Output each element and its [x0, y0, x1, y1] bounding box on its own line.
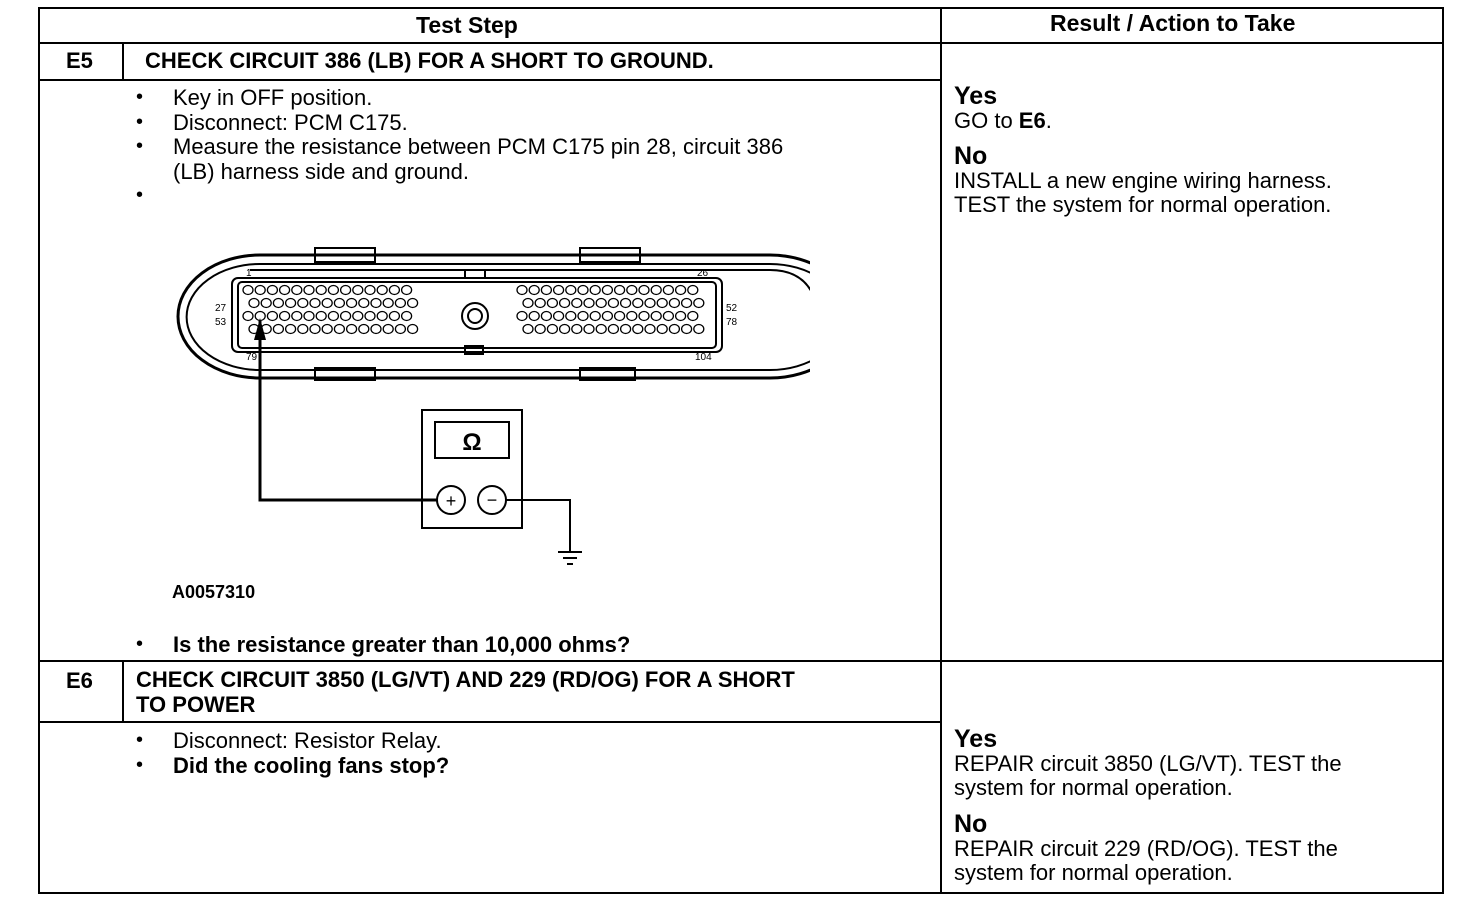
pin-cavity: [554, 312, 564, 321]
bullet-icon: •: [136, 111, 144, 133]
pin-cavity: [286, 325, 296, 334]
pin-cavity: [645, 325, 655, 334]
pin-cavity: [304, 312, 314, 321]
pin-cavity: [590, 312, 600, 321]
header-result-action: Result / Action to Take: [1050, 10, 1296, 36]
pin-cavity: [694, 325, 704, 334]
pin-cavity: [688, 286, 698, 295]
e6-no-text-1: REPAIR circuit 229 (RD/OG). TEST the: [954, 836, 1338, 861]
e5-bullet-3: Measure the resistance between PCM C175 pin 28, circuit 386: [173, 134, 784, 159]
pin-cavity: [578, 312, 588, 321]
pcm-connector-diagram: [170, 240, 810, 620]
pin-cavity: [273, 299, 283, 308]
pin-cavity: [261, 299, 271, 308]
pin-cavity: [359, 299, 369, 308]
pin-cavity: [572, 325, 582, 334]
pin-cavity: [383, 325, 393, 334]
pin-cavity: [547, 325, 557, 334]
pin-cavity: [408, 325, 418, 334]
plus-terminal-icon: +: [445, 491, 457, 511]
pin-cavity: [347, 325, 357, 334]
e6-yes-label: Yes: [954, 725, 998, 753]
pin-cavity: [529, 286, 539, 295]
e5-question: Is the resistance greater than 10,000 ohms?: [173, 632, 631, 657]
pin-cavity: [310, 325, 320, 334]
pin-cavity: [280, 286, 290, 295]
column-divider: [940, 7, 942, 894]
pin-label-104: 104: [695, 352, 712, 363]
pin-cavity: [273, 325, 283, 334]
pin-cavity: [395, 299, 405, 308]
pin-cavity: [365, 312, 375, 321]
pin-cavity: [608, 325, 618, 334]
minus-terminal-icon: −: [486, 490, 498, 510]
pin-cavity: [243, 312, 253, 321]
pin-cavity: [310, 299, 320, 308]
bullet-icon: •: [136, 135, 144, 157]
pin-cavity: [541, 286, 551, 295]
bullet-icon: •: [136, 86, 144, 108]
pin-cavity: [535, 299, 545, 308]
pin-cavity: [572, 299, 582, 308]
pin-cavity: [353, 286, 363, 295]
header-divider: [38, 42, 1444, 44]
pin-cavity: [627, 312, 637, 321]
pin-cavity: [615, 312, 625, 321]
pin-cavity: [657, 299, 667, 308]
e5-yes-prefix: GO to: [954, 108, 1019, 133]
pin-cavity: [639, 312, 649, 321]
pin-cavity: [547, 299, 557, 308]
pin-cavity: [676, 286, 686, 295]
pin-label-1: 1: [246, 268, 252, 279]
pin-cavity: [566, 312, 576, 321]
pin-cavity: [523, 325, 533, 334]
e6-title-divider: [38, 721, 942, 723]
pin-cavity: [584, 325, 594, 334]
pin-cavity: [688, 312, 698, 321]
pin-label-78: 78: [726, 317, 738, 328]
pin-cavity: [365, 286, 375, 295]
pin-cavity: [408, 299, 418, 308]
e6-yes-text-2: system for normal operation.: [954, 775, 1233, 800]
e5-no-text-1: INSTALL a new engine wiring harness.: [954, 168, 1332, 193]
pin-cavity: [554, 286, 564, 295]
e5-no-label: No: [954, 142, 988, 170]
e5-step-id: E5: [66, 48, 93, 73]
pin-cavity: [334, 299, 344, 308]
pin-cavity: [334, 325, 344, 334]
e5-yes-label: Yes: [954, 82, 998, 110]
pin-cavity: [578, 286, 588, 295]
pin-cavity: [663, 312, 673, 321]
pin-cavity: [322, 325, 332, 334]
pin-cavity: [377, 312, 387, 321]
pin-cavity: [541, 312, 551, 321]
pin-cavity: [535, 325, 545, 334]
pin-cavity: [590, 286, 600, 295]
e6-question: Did the cooling fans stop?: [173, 753, 450, 778]
pin-label-27: 27: [215, 303, 227, 314]
pin-cavity: [602, 312, 612, 321]
pin-cavity: [633, 325, 643, 334]
bullet-icon: •: [136, 633, 144, 655]
pin-cavity: [517, 286, 527, 295]
e5-id-divider: [122, 42, 124, 80]
pin-cavity: [596, 325, 606, 334]
bullet-icon: •: [136, 754, 144, 776]
pin-cavity: [377, 286, 387, 295]
pin-cavity: [602, 286, 612, 295]
e6-step-id: E6: [66, 668, 93, 693]
pin-cavity: [529, 312, 539, 321]
pin-cavity: [627, 286, 637, 295]
pin-cavity: [371, 299, 381, 308]
pin-cavity: [669, 299, 679, 308]
pin-cavity: [255, 286, 265, 295]
pin-cavity: [402, 312, 412, 321]
pin-cavity: [359, 325, 369, 334]
e5-yes-suffix: .: [1045, 108, 1052, 133]
pin-cavity: [298, 325, 308, 334]
e5-yes-text: [954, 108, 1052, 133]
pin-cavity: [389, 312, 399, 321]
e6-divider: [38, 660, 1444, 662]
pin-cavity: [621, 299, 631, 308]
e6-id-divider: [122, 660, 124, 723]
e5-no-text-2: TEST the system for normal operation.: [954, 192, 1332, 217]
ohm-icon: Ω: [462, 429, 482, 456]
pin-cavity: [298, 299, 308, 308]
pin-cavity: [249, 299, 259, 308]
pin-cavity: [341, 312, 351, 321]
figure-code: A0057310: [172, 582, 256, 602]
pin-cavity: [682, 299, 692, 308]
e5-bullet-3-cont: (LB) harness side and ground.: [173, 159, 469, 184]
e6-no-label: No: [954, 810, 988, 838]
pin-cavity: [608, 299, 618, 308]
pin-cavity: [286, 299, 296, 308]
pin-cavity: [633, 299, 643, 308]
pin-cavity: [651, 286, 661, 295]
pin-cavity: [395, 325, 405, 334]
pin-cavity: [383, 299, 393, 308]
pin-cavity: [560, 299, 570, 308]
pin-cavity: [389, 286, 399, 295]
pin-label-26: 26: [697, 268, 709, 279]
pin-cavity: [243, 286, 253, 295]
e5-bullet-2: Disconnect: PCM C175.: [173, 110, 408, 135]
pin-cavity: [566, 286, 576, 295]
pin-label-52: 52: [726, 303, 738, 314]
e6-bullet-1: Disconnect: Resistor Relay.: [173, 728, 442, 753]
pin-cavity: [322, 299, 332, 308]
pin-cavity: [560, 325, 570, 334]
pin-cavity: [292, 312, 302, 321]
pin-cavity: [347, 299, 357, 308]
pin-label-53: 53: [215, 317, 227, 328]
pin-cavity: [280, 312, 290, 321]
e6-yes-text-1: REPAIR circuit 3850 (LG/VT). TEST the: [954, 751, 1342, 776]
pin-cavity: [639, 286, 649, 295]
pin-cavity: [304, 286, 314, 295]
pin-cavity: [402, 286, 412, 295]
pin-cavity: [676, 312, 686, 321]
pin-cavity: [645, 299, 655, 308]
e6-title-1: CHECK CIRCUIT 3850 (LG/VT) AND 229 (RD/OG) FOR A SHORT: [136, 667, 795, 692]
pin-cavity: [651, 312, 661, 321]
pin-cavity: [663, 286, 673, 295]
pin-cavity: [621, 325, 631, 334]
e5-title: CHECK CIRCUIT 386 (LB) FOR A SHORT TO GROUND.: [145, 48, 714, 73]
pin-cavity: [682, 325, 692, 334]
e6-no-text-2: system for normal operation.: [954, 860, 1233, 885]
e5-yes-link: E6: [1018, 108, 1046, 133]
bullet-icon: •: [136, 184, 144, 206]
pin-cavity: [328, 312, 338, 321]
pin-cavity: [328, 286, 338, 295]
e5-bullet-1: Key in OFF position.: [173, 85, 373, 110]
e5-title-divider: [38, 79, 942, 81]
pin-cavity: [596, 299, 606, 308]
pin-cavity: [267, 286, 277, 295]
pin-cavity: [517, 312, 527, 321]
pin-label-79: 79: [246, 352, 258, 363]
pin-cavity: [615, 286, 625, 295]
e6-title-2: TO POWER: [136, 692, 256, 717]
pin-cavity: [657, 325, 667, 334]
pin-cavity: [694, 299, 704, 308]
pin-cavity: [353, 312, 363, 321]
pin-cavity: [316, 312, 326, 321]
pin-cavity: [523, 299, 533, 308]
pin-cavity: [316, 286, 326, 295]
pin-cavity: [669, 325, 679, 334]
header-test-step: Test Step: [416, 12, 518, 38]
pin-cavity: [292, 286, 302, 295]
pin-cavity: [341, 286, 351, 295]
pin-cavity: [267, 312, 277, 321]
bullet-icon: •: [136, 729, 144, 751]
pin-cavity: [371, 325, 381, 334]
pin-cavity: [584, 299, 594, 308]
